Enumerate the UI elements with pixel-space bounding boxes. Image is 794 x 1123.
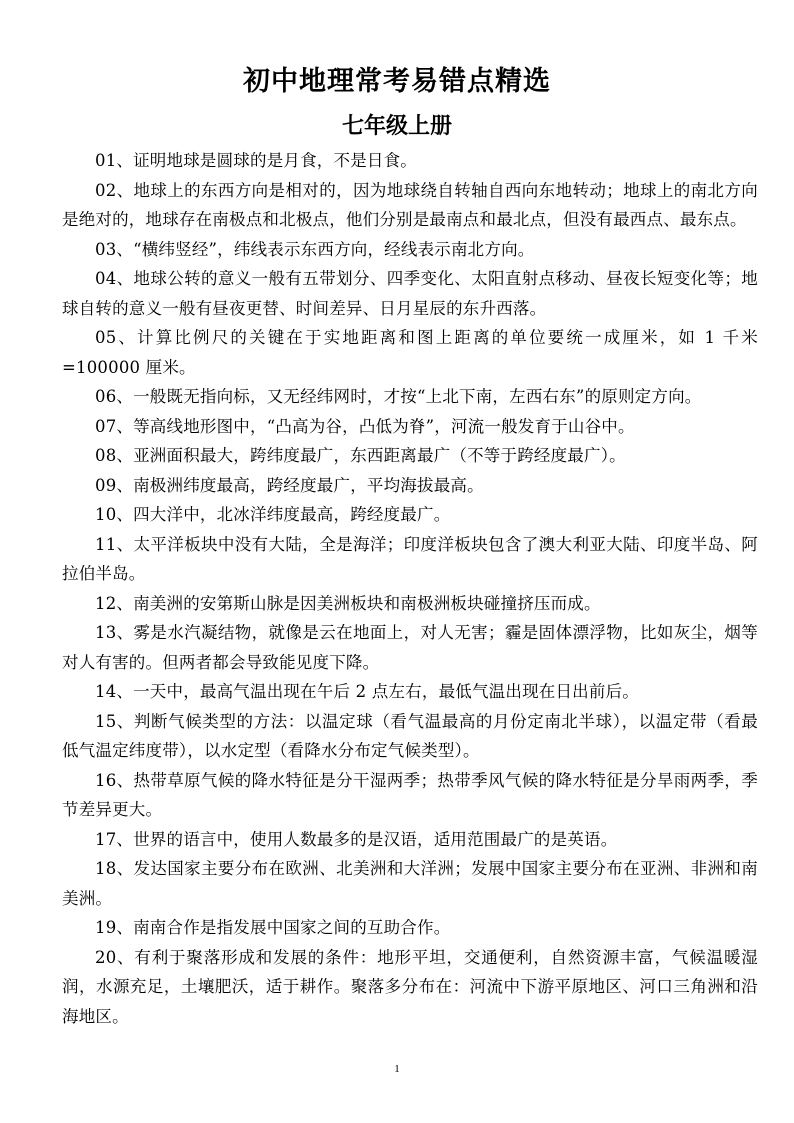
list-item: 06、一般既无指向标，又无经纬网时，才按“上北下南，左西右东”的原则定方向。	[95, 387, 702, 406]
list-item: 09、南极洲纬度最高，跨经度最广，平均海拔最高。	[95, 475, 484, 495]
list-item: 17、世界的语言中，使用人数最多的是汉语，适用范围最广的是英语。	[95, 829, 618, 849]
list-item: 07、等高线地形图中，“凸高为谷，凸低为脊”，河流一般发育于山谷中。	[95, 416, 635, 436]
list-item: 04、地球公转的意义一般有五带划分、四季变化、太阳直射点移动、昼夜长短变化等；地球自转的意义一般有昼夜更替、时间差异、日月星辰的东升西落。	[62, 269, 758, 318]
list-item: 16、热带草原气候的降水特征是分干湿两季；热带季风气候的降水特征是分旱雨两季，季节差异更大。	[62, 770, 758, 819]
list-item: 19、南南合作是指发展中国家之间的互助合作。	[95, 918, 451, 937]
list-item: 20、有利于聚落形成和发展的条件：地形平坦，交通便利，自然资源丰富，气候温暖湿润，水源充足，土壤肥沃，适于耕作。聚落多分布在：河流中下游平原地区、河口三角洲和沿海地区。	[62, 947, 758, 1026]
list-item: 12、南美洲的安第斯山脉是因美洲板块和南极洲板块碰撞挤压而成。	[95, 593, 601, 613]
list-item: 01、证明地球是圆球的是月食，不是日食。	[95, 151, 417, 170]
list-item: 13、雾是水汽凝结物，就像是云在地面上，对人无害；霾是固体漂浮物，比如灰尘，烟等对人有害的。但两者都会导致能见度下降。	[62, 623, 758, 672]
list-item: 18、发达国家主要分布在欧洲、北美洲和大洋洲；发展中国家主要分布在亚洲、非洲和南美洲。	[62, 859, 758, 908]
section-subtitle: 七年级上册	[341, 114, 452, 139]
list-item: 15、判断气候类型的方法：以温定球（看气温最高的月份定南北半球），以温定带（看最低气温定纬度带），以水定型（看降水分布定气候类型）。	[62, 711, 758, 760]
list-item: 03、“横纬竖经”，纬线表示东西方向，经线表示南北方向。	[95, 239, 535, 259]
list-item: 05、计算比例尺的关键在于实地距离和图上距离的单位要统一成厘米，如 1 千米=100000 厘米。	[62, 328, 758, 377]
list-item: 10、四大洋中，北冰洋纬度最高，跨经度最广。	[95, 505, 451, 524]
list-item: 14、一天中，最高气温出现在午后 2 点左右，最低气温出现在日出前后。	[95, 682, 639, 701]
list-item: 08、亚洲面积最大，跨纬度最广，东西距离最广（不等于跨经度最广）。	[95, 446, 626, 465]
document-title: 初中地理常考易错点精选	[243, 66, 551, 97]
list-item: 02、地球上的东西方向是相对的，因为地球绕自转轴自西向东地转动；地球上的南北方向是绝对的，地球存在南极点和北极点，他们分别是最南点和最北点，但没有最西点、最东点。	[62, 180, 758, 229]
page-number: 1	[394, 1063, 400, 1075]
list-item: 11、太平洋板块中没有大陆，全是海洋；印度洋板块包含了澳大利亚大陆、印度半岛、阿拉伯半岛。	[62, 534, 758, 583]
error-point-list	[62, 146, 758, 1031]
